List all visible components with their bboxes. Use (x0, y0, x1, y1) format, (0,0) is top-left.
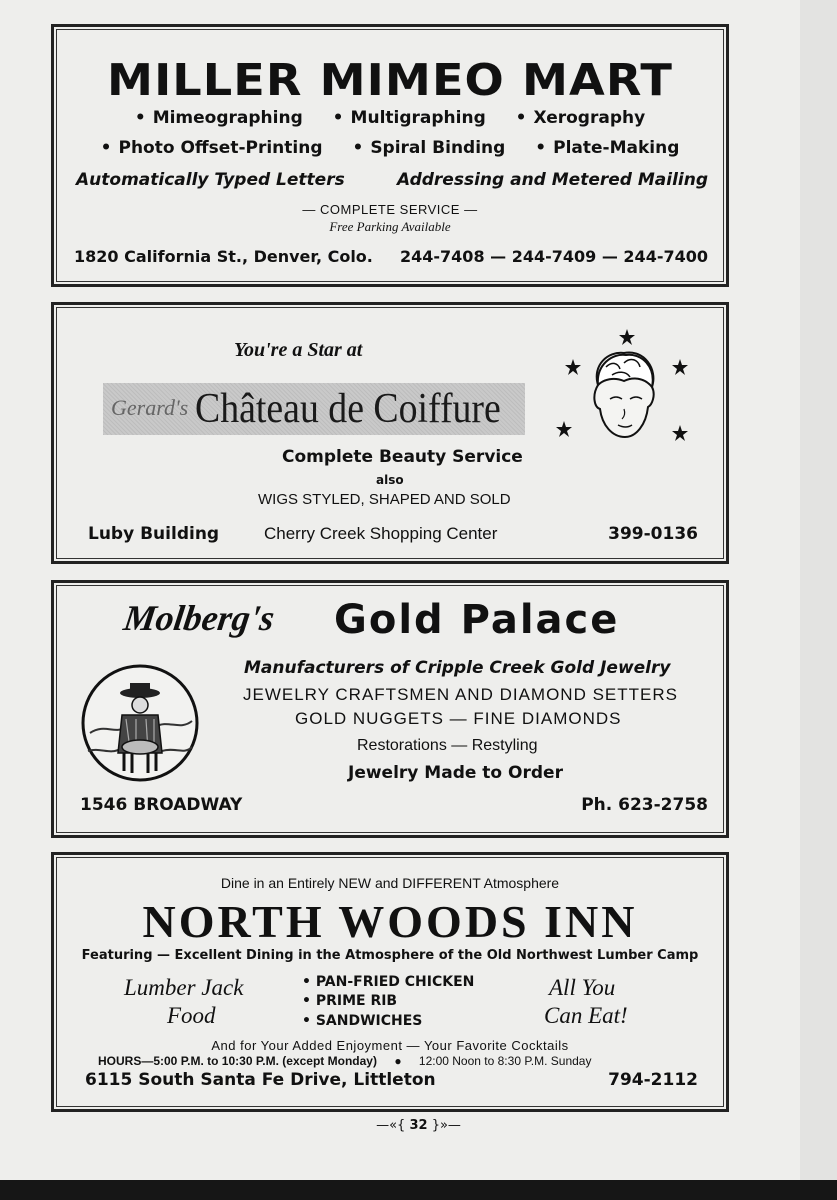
ad1-parking: Free Parking Available (329, 219, 451, 234)
ad4-title: NORTH WOODS INN (142, 896, 638, 947)
ad4-hours-left: HOURS—5:00 P.M. to 10:30 P.M. (except Monday) (98, 1054, 377, 1068)
ad4-featuring: Featuring — Excellent Dining in the Atmosphere of the Old Northwest Lumber Camp (81, 948, 699, 963)
ad3-address: 1546 BROADWAY (80, 795, 243, 815)
ad1-right-italic: Addressing and Metered Mailing (396, 170, 708, 190)
ad2-line1: Complete Beauty Service (282, 447, 523, 467)
page-edge (800, 0, 837, 1180)
ad4-item: • SANDWICHES (302, 1013, 423, 1029)
ad3-line3: GOLD NUGGETS — FINE DIAMONDS (295, 709, 622, 728)
ad4-hours (98, 1054, 591, 1068)
scan-bottom-bar (0, 1180, 837, 1200)
ad2-script-name: Gerard's (111, 395, 189, 420)
ad1-left-italic: Automatically Typed Letters (76, 170, 345, 190)
ad-miller-mimeo-mart (51, 24, 729, 287)
ad1-service: • Mimeographing (135, 108, 303, 128)
page-number-line (0, 1118, 837, 1133)
ad2-center: Cherry Creek Shopping Center (264, 524, 498, 543)
ad-gold-palace (51, 580, 729, 838)
ad1-complete-service: — COMPLETE SERVICE — (302, 202, 478, 217)
ad4-top-line: Dine in an Entirely NEW and DIFFERENT Atmosphere (220, 875, 560, 891)
ad4-hours-right: 12:00 Noon to 8:30 P.M. Sunday (418, 1054, 592, 1068)
ad3-line5: Jewelry Made to Order (348, 763, 563, 783)
ad3-title: Gold Palace (334, 597, 620, 643)
ad4-item: • PAN-FRIED CHICKEN (302, 974, 475, 990)
ad-chateau-de-coiffure (51, 302, 729, 564)
ad-north-woods-inn (51, 852, 729, 1112)
ad4-left2: Food (167, 1003, 216, 1028)
ad1-phones: 244-7408 — 244-7409 — 244-7400 (400, 247, 708, 266)
page-number-ornament-right: }»— (431, 1118, 461, 1133)
ad1-service: • Xerography (516, 108, 646, 128)
ad3-line2: JEWELRY CRAFTSMEN AND DIAMOND SETTERS (243, 685, 678, 704)
ad2-banner (103, 383, 525, 435)
ad4-phone: 794-2112 (608, 1070, 698, 1090)
ad1-service: • Multigraphing (333, 108, 486, 128)
ad2-brand: Château de Coiffure (195, 386, 501, 432)
ad3-line4: Restorations — Restyling (357, 737, 538, 754)
ad1-service: • Photo Offset-Printing (101, 138, 323, 158)
page-number: 32 (409, 1118, 428, 1133)
ad4-item: • PRIME RIB (302, 993, 398, 1009)
ad1-address: 1820 California St., Denver, Colo. (74, 247, 373, 266)
ad4-item-text: SANDWICHES (315, 1013, 423, 1029)
ad2-left: Luby Building (88, 524, 220, 544)
woman-face-with-stars-icon (552, 325, 692, 450)
ad1-title: MILLER MIMEO MART (107, 55, 673, 106)
page-number-ornament-left: —«{ (376, 1118, 406, 1133)
ad4-left1: Lumber Jack (124, 975, 244, 1000)
ad4-right1: All You (549, 975, 616, 1000)
ad2-line3: WIGS STYLED, SHAPED AND SOLD (258, 491, 511, 508)
ad4-item-text: PRIME RIB (315, 993, 398, 1009)
ad4-item-text: PAN-FRIED CHICKEN (315, 974, 475, 990)
ad1-service: • Spiral Binding (352, 138, 505, 158)
ad3-phone: Ph. 623-2758 (581, 795, 708, 815)
hours-bullet-icon: ● (394, 1054, 402, 1068)
ad1-services-row2 (54, 138, 726, 158)
ad3-line1: Manufacturers of Cripple Creek Gold Jewelry (244, 658, 671, 678)
ad4-cocktails: And for Your Added Enjoyment — Your Favorite Cocktails (211, 1038, 569, 1053)
ad4-address: 6115 South Santa Fe Drive, Littleton (85, 1070, 436, 1090)
ad1-services-row1 (54, 108, 726, 128)
ad2-phone: 399-0136 (608, 524, 698, 544)
ad3-script-name: Molberg's (121, 598, 277, 638)
ad2-line2: also (376, 473, 404, 487)
ad2-tagline: You're a Star at (234, 339, 363, 361)
prospector-emblem-icon (80, 663, 200, 783)
ad4-right2: Can Eat! (544, 1003, 628, 1028)
ad1-service: • Plate-Making (535, 138, 679, 158)
